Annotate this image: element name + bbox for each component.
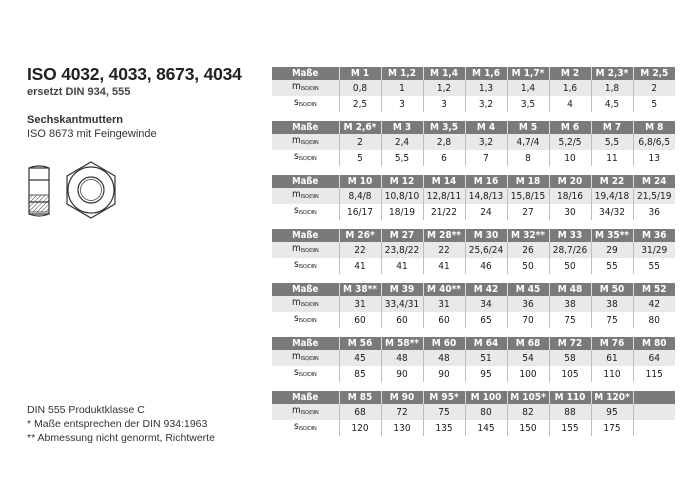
s-value-cell: 50	[549, 258, 591, 274]
table-row	[272, 188, 675, 204]
table-row	[272, 121, 675, 134]
s-value-cell: 60	[381, 312, 423, 328]
row-label-subscript: ISO/DIN	[300, 194, 319, 200]
size-header-cell: M 1	[339, 67, 381, 80]
s-value-cell: 60	[423, 312, 465, 328]
size-header-cell: M 35**	[591, 229, 633, 242]
left-panel	[27, 0, 257, 495]
size-header-cell: M 2,3*	[591, 67, 633, 80]
m-value-cell: 1,8	[591, 80, 633, 96]
m-value-cell: 48	[381, 350, 423, 366]
table-row	[272, 242, 675, 258]
size-header-cell: M 64	[465, 337, 507, 350]
m-value-cell: 51	[465, 350, 507, 366]
dimension-table	[272, 175, 675, 220]
size-header-cell: M 2,6*	[339, 121, 381, 134]
s-value-cell: 30	[549, 204, 591, 220]
m-value-cell: 34	[465, 296, 507, 312]
size-header-cell: M 68	[507, 337, 549, 350]
s-value-cell: 41	[423, 258, 465, 274]
table-row	[272, 391, 675, 404]
m-value-cell: 19,4/18	[591, 188, 633, 204]
table-row	[272, 283, 675, 296]
nut-side-view	[29, 166, 49, 216]
m-value-cell: 4,7/4	[507, 134, 549, 150]
size-header-cell: M 120*	[591, 391, 633, 404]
m-value-cell: 75	[423, 404, 465, 420]
size-header-cell: M 85	[339, 391, 381, 404]
s-value-cell: 110	[591, 366, 633, 382]
s-value-cell: 10	[549, 150, 591, 166]
size-header-cell: M 56	[339, 337, 381, 350]
table-row	[272, 204, 675, 220]
m-value-cell: 1,2	[423, 80, 465, 96]
hex-nut-drawing	[27, 158, 127, 224]
table-row	[272, 404, 675, 420]
size-header-cell: M 42	[465, 283, 507, 296]
size-header-cell: M 24	[633, 175, 675, 188]
row-label-header: Maße	[272, 67, 339, 80]
m-value-cell: 2	[339, 134, 381, 150]
m-value-cell: 14,8/13	[465, 188, 507, 204]
s-value-cell: 130	[381, 420, 423, 436]
row-label-s	[272, 420, 339, 436]
m-value-cell: 15,8/15	[507, 188, 549, 204]
s-value-cell: 36	[633, 204, 675, 220]
dimension-table	[272, 67, 675, 112]
size-header-cell: M 52	[633, 283, 675, 296]
row-label-header: Maße	[272, 229, 339, 242]
dimension-table	[272, 391, 675, 436]
m-value-cell: 38	[591, 296, 633, 312]
size-header-cell: M 1,7*	[507, 67, 549, 80]
size-header-cell: M 2	[549, 67, 591, 80]
row-label-symbol: m	[292, 405, 301, 416]
size-header-cell: M 30	[465, 229, 507, 242]
dimension-table	[272, 283, 675, 328]
s-value-cell: 41	[339, 258, 381, 274]
m-value-cell: 42	[633, 296, 675, 312]
table-row	[272, 175, 675, 188]
row-label-s	[272, 96, 339, 112]
m-value-cell: 2	[633, 80, 675, 96]
table-row	[272, 134, 675, 150]
m-value-cell: 5,2/5	[549, 134, 591, 150]
row-label-header: Maße	[272, 391, 339, 404]
size-header-cell: M 36	[633, 229, 675, 242]
m-value-cell: 8,4/8	[339, 188, 381, 204]
size-header-cell: M 100	[465, 391, 507, 404]
size-header-cell: M 20	[549, 175, 591, 188]
s-value-cell: 65	[465, 312, 507, 328]
table-row	[272, 312, 675, 328]
m-value-cell: 26	[507, 242, 549, 258]
row-label-symbol: m	[292, 243, 301, 254]
s-value-cell: 5	[633, 96, 675, 112]
product-name: Sechskantmuttern	[27, 114, 123, 126]
s-value-cell: 100	[507, 366, 549, 382]
s-value-cell: 115	[633, 366, 675, 382]
s-value-cell: 3,2	[465, 96, 507, 112]
m-value-cell: 45	[339, 350, 381, 366]
s-value-cell: 75	[591, 312, 633, 328]
size-header-cell: M 27	[381, 229, 423, 242]
s-value-cell: 13	[633, 150, 675, 166]
size-header-cell: M 22	[591, 175, 633, 188]
s-value-cell: 120	[339, 420, 381, 436]
s-value-cell: 95	[465, 366, 507, 382]
s-value-cell: 70	[507, 312, 549, 328]
m-value-cell: 0,8	[339, 80, 381, 96]
row-label-subscript: ISO/DIN	[298, 210, 317, 216]
s-value-cell: 60	[339, 312, 381, 328]
row-label-s	[272, 312, 339, 328]
size-header-cell: M 110	[549, 391, 591, 404]
s-value-cell: 34/32	[591, 204, 633, 220]
size-header-cell: M 8	[633, 121, 675, 134]
size-header-cell	[633, 391, 675, 404]
size-header-cell: M 39	[381, 283, 423, 296]
row-label-subscript: ISO/DIN	[298, 426, 317, 432]
row-label-s	[272, 258, 339, 274]
m-value-cell: 5,5	[591, 134, 633, 150]
s-value-cell: 41	[381, 258, 423, 274]
m-value-cell: 2,4	[381, 134, 423, 150]
table-row	[272, 420, 675, 436]
table-row	[272, 337, 675, 350]
row-label-m	[272, 80, 339, 96]
row-label-symbol: s	[294, 97, 299, 108]
m-value-cell: 12,8/11	[423, 188, 465, 204]
size-header-cell: M 60	[423, 337, 465, 350]
table-row	[272, 229, 675, 242]
row-label-s	[272, 150, 339, 166]
row-label-subscript: ISO/DIN	[300, 86, 319, 92]
row-label-subscript: ISO/DIN	[298, 156, 317, 162]
m-value-cell: 2,8	[423, 134, 465, 150]
row-label-symbol: s	[294, 367, 299, 378]
m-value-cell: 31/29	[633, 242, 675, 258]
size-header-cell: M 38**	[339, 283, 381, 296]
m-value-cell: 68	[339, 404, 381, 420]
m-value-cell: 1,3	[465, 80, 507, 96]
s-value-cell: 24	[465, 204, 507, 220]
size-header-cell: M 4	[465, 121, 507, 134]
row-label-header: Maße	[272, 337, 339, 350]
m-value-cell: 3,2	[465, 134, 507, 150]
s-value-cell: 145	[465, 420, 507, 436]
s-value-cell	[633, 420, 675, 436]
row-label-s	[272, 204, 339, 220]
row-label-m	[272, 242, 339, 258]
s-value-cell: 3	[423, 96, 465, 112]
s-value-cell: 7	[465, 150, 507, 166]
m-value-cell: 61	[591, 350, 633, 366]
s-value-cell: 150	[507, 420, 549, 436]
s-value-cell: 6	[423, 150, 465, 166]
size-header-cell: M 7	[591, 121, 633, 134]
page-subtitle: ersetzt DIN 934, 555	[27, 86, 131, 98]
m-value-cell: 38	[549, 296, 591, 312]
row-label-subscript: ISO/DIN	[300, 356, 319, 362]
s-value-cell: 3,5	[507, 96, 549, 112]
row-label-header: Maße	[272, 283, 339, 296]
size-header-cell: M 28**	[423, 229, 465, 242]
size-header-cell: M 95*	[423, 391, 465, 404]
row-label-m	[272, 350, 339, 366]
m-value-cell: 1,6	[549, 80, 591, 96]
m-value-cell: 80	[465, 404, 507, 420]
size-header-cell: M 3,5	[423, 121, 465, 134]
table-row	[272, 366, 675, 382]
row-label-symbol: m	[292, 351, 301, 362]
row-label-symbol: s	[294, 205, 299, 216]
s-value-cell: 4	[549, 96, 591, 112]
table-row	[272, 150, 675, 166]
table-row	[272, 67, 675, 80]
m-value-cell: 48	[423, 350, 465, 366]
footnote-2: * Maße entsprechen der DIN 934:1963	[27, 418, 208, 430]
size-header-cell: M 32**	[507, 229, 549, 242]
s-value-cell: 75	[549, 312, 591, 328]
size-header-cell: M 6	[549, 121, 591, 134]
s-value-cell: 85	[339, 366, 381, 382]
row-label-subscript: ISO/DIN	[298, 102, 317, 108]
table-row	[272, 350, 675, 366]
s-value-cell: 46	[465, 258, 507, 274]
m-value-cell: 28,7/26	[549, 242, 591, 258]
size-header-cell: M 12	[381, 175, 423, 188]
row-label-subscript: ISO/DIN	[300, 302, 319, 308]
row-label-symbol: s	[294, 151, 299, 162]
s-value-cell: 5,5	[381, 150, 423, 166]
footnote-1: DIN 555 Produktklasse C	[27, 404, 145, 416]
size-header-cell: M 16	[465, 175, 507, 188]
m-value-cell: 6,8/6,5	[633, 134, 675, 150]
table-row	[272, 296, 675, 312]
size-header-cell: M 1,4	[423, 67, 465, 80]
size-header-cell: M 10	[339, 175, 381, 188]
s-value-cell: 135	[423, 420, 465, 436]
row-label-symbol: m	[292, 189, 301, 200]
m-value-cell: 54	[507, 350, 549, 366]
m-value-cell: 22	[339, 242, 381, 258]
size-header-cell: M 14	[423, 175, 465, 188]
size-header-cell: M 76	[591, 337, 633, 350]
s-value-cell: 27	[507, 204, 549, 220]
table-row	[272, 96, 675, 112]
row-label-subscript: ISO/DIN	[300, 140, 319, 146]
footnote-3: ** Abmessung nicht genormt, Richtwerte	[27, 432, 215, 444]
row-label-symbol: s	[294, 259, 299, 270]
row-label-symbol: m	[292, 297, 301, 308]
size-header-cell: M 3	[381, 121, 423, 134]
m-value-cell: 36	[507, 296, 549, 312]
row-label-symbol: m	[292, 135, 301, 146]
m-value-cell: 25,6/24	[465, 242, 507, 258]
m-value-cell: 31	[339, 296, 381, 312]
size-header-cell: M 2,5	[633, 67, 675, 80]
size-header-cell: M 26*	[339, 229, 381, 242]
m-value-cell: 33,4/31	[381, 296, 423, 312]
m-value-cell: 23,8/22	[381, 242, 423, 258]
row-label-symbol: s	[294, 421, 299, 432]
dimension-table	[272, 229, 675, 274]
s-value-cell: 8	[507, 150, 549, 166]
m-value-cell	[633, 404, 675, 420]
s-value-cell: 55	[633, 258, 675, 274]
s-value-cell: 105	[549, 366, 591, 382]
row-label-subscript: ISO/DIN	[298, 372, 317, 378]
size-header-cell: M 48	[549, 283, 591, 296]
size-header-cell: M 80	[633, 337, 675, 350]
s-value-cell: 90	[423, 366, 465, 382]
size-header-cell: M 105*	[507, 391, 549, 404]
s-value-cell: 3	[381, 96, 423, 112]
table-row	[272, 258, 675, 274]
s-value-cell: 5	[339, 150, 381, 166]
s-value-cell: 55	[591, 258, 633, 274]
row-label-subscript: ISO/DIN	[298, 264, 317, 270]
m-value-cell: 64	[633, 350, 675, 366]
size-header-cell: M 90	[381, 391, 423, 404]
dimension-table	[272, 337, 675, 382]
s-value-cell: 90	[381, 366, 423, 382]
page-title: ISO 4032, 4033, 8673, 4034	[27, 64, 242, 84]
m-value-cell: 88	[549, 404, 591, 420]
size-header-cell: M 72	[549, 337, 591, 350]
m-value-cell: 29	[591, 242, 633, 258]
m-value-cell: 22	[423, 242, 465, 258]
row-label-s	[272, 366, 339, 382]
nut-top-view	[67, 162, 115, 218]
m-value-cell: 21,5/19	[633, 188, 675, 204]
row-label-header: Maße	[272, 121, 339, 134]
m-value-cell: 31	[423, 296, 465, 312]
s-value-cell: 50	[507, 258, 549, 274]
s-value-cell: 18/19	[381, 204, 423, 220]
size-header-cell: M 18	[507, 175, 549, 188]
s-value-cell: 16/17	[339, 204, 381, 220]
m-value-cell: 95	[591, 404, 633, 420]
size-header-cell: M 33	[549, 229, 591, 242]
m-value-cell: 1	[381, 80, 423, 96]
row-label-m	[272, 404, 339, 420]
s-value-cell: 2,5	[339, 96, 381, 112]
row-label-m	[272, 188, 339, 204]
size-header-cell: M 1,6	[465, 67, 507, 80]
row-label-subscript: ISO/DIN	[298, 318, 317, 324]
s-value-cell: 4,5	[591, 96, 633, 112]
s-value-cell: 175	[591, 420, 633, 436]
row-label-subscript: ISO/DIN	[300, 410, 319, 416]
s-value-cell: 21/22	[423, 204, 465, 220]
row-label-m	[272, 296, 339, 312]
m-value-cell: 10,8/10	[381, 188, 423, 204]
m-value-cell: 58	[549, 350, 591, 366]
table-row	[272, 80, 675, 96]
s-value-cell: 11	[591, 150, 633, 166]
m-value-cell: 1,4	[507, 80, 549, 96]
product-description: ISO 8673 mit Feingewinde	[27, 128, 157, 140]
row-label-m	[272, 134, 339, 150]
size-header-cell: M 40**	[423, 283, 465, 296]
size-header-cell: M 1,2	[381, 67, 423, 80]
m-value-cell: 82	[507, 404, 549, 420]
m-value-cell: 72	[381, 404, 423, 420]
m-value-cell: 18/16	[549, 188, 591, 204]
s-value-cell: 80	[633, 312, 675, 328]
dimension-table	[272, 121, 675, 166]
size-header-cell: M 5	[507, 121, 549, 134]
row-label-symbol: s	[294, 313, 299, 324]
row-label-symbol: m	[292, 81, 301, 92]
size-header-cell: M 45	[507, 283, 549, 296]
row-label-subscript: ISO/DIN	[300, 248, 319, 254]
row-label-header: Maße	[272, 175, 339, 188]
s-value-cell: 155	[549, 420, 591, 436]
size-header-cell: M 50	[591, 283, 633, 296]
size-header-cell: M 58**	[381, 337, 423, 350]
